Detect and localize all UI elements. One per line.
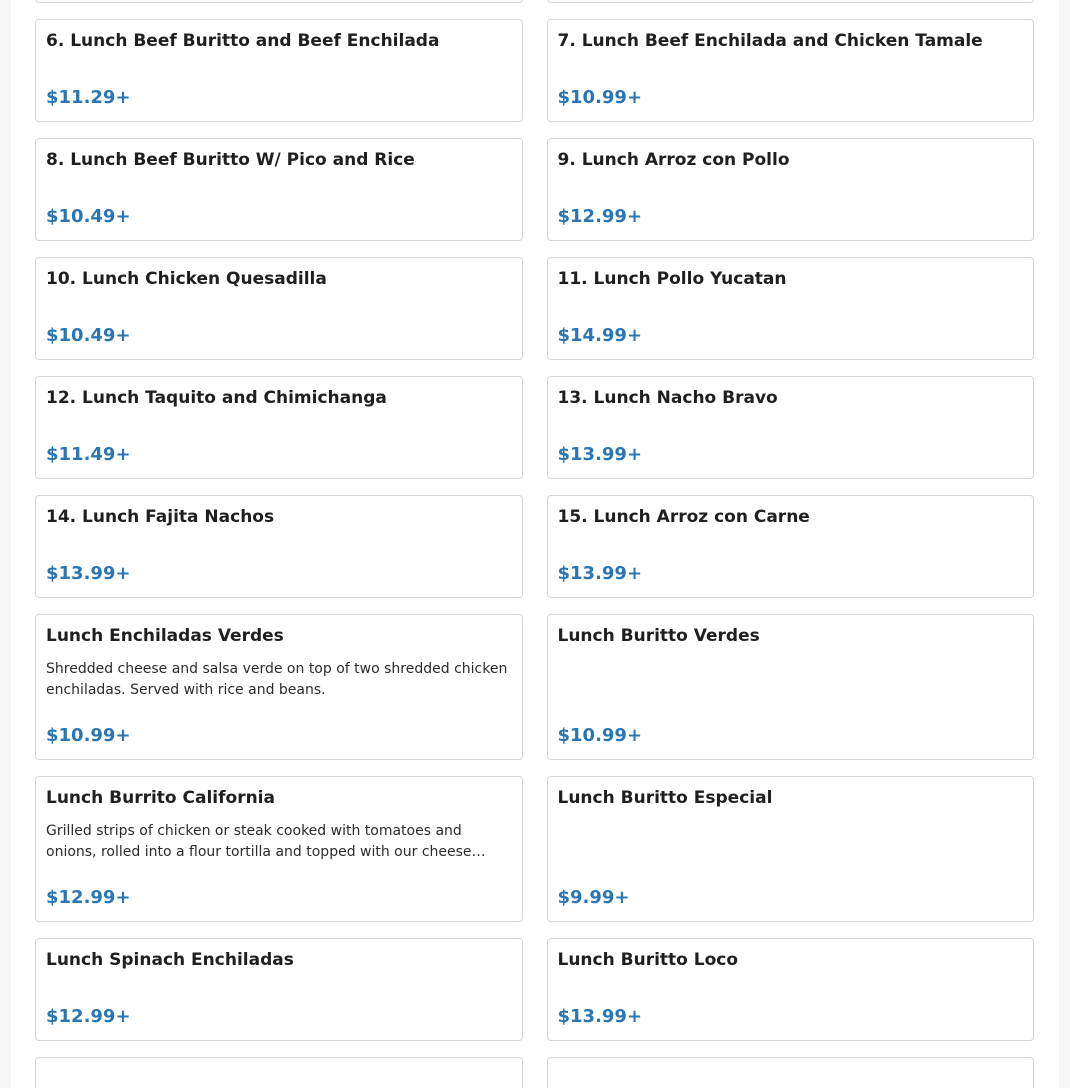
menu-item-price: $10.99+ xyxy=(557,725,643,746)
menu-item-price: $10.99+ xyxy=(557,87,643,108)
menu-item-card[interactable] xyxy=(547,19,1035,122)
menu-item-price: $12.99+ xyxy=(46,1006,131,1027)
menu-page xyxy=(11,0,1059,1088)
menu-item-price: $9.99+ xyxy=(557,887,630,908)
menu-item-price: $11.29+ xyxy=(46,87,131,108)
menu-item-card[interactable] xyxy=(547,776,1035,922)
menu-item-title: Lunch Buritto Verdes xyxy=(557,626,760,646)
menu-item-title: Lunch Enchiladas Verdes xyxy=(46,626,284,646)
menu-item-card[interactable] xyxy=(35,138,523,241)
menu-row xyxy=(35,19,1034,122)
menu-item-card[interactable] xyxy=(35,938,523,1041)
menu-item-card[interactable] xyxy=(547,376,1035,479)
menu-row xyxy=(35,376,1034,479)
menu-item-card[interactable] xyxy=(35,19,523,122)
menu-item-title: 10. Lunch Chicken Quesadilla xyxy=(46,269,327,289)
menu-item-card[interactable] xyxy=(547,0,1035,3)
menu-item-card[interactable] xyxy=(35,614,523,760)
menu-row xyxy=(35,938,1034,1041)
menu-item-price: $13.99+ xyxy=(557,444,643,465)
menu-item-card[interactable] xyxy=(547,257,1035,360)
menu-item-title: 9. Lunch Arroz con Pollo xyxy=(557,150,790,170)
menu-item-price: $10.99+ xyxy=(46,725,131,746)
menu-item-price: $11.49+ xyxy=(46,444,131,465)
menu-item-card[interactable] xyxy=(35,376,523,479)
menu-row xyxy=(35,1057,1034,1088)
menu-item-card[interactable] xyxy=(35,0,523,3)
menu-item-title: Lunch Burrito California xyxy=(46,788,275,808)
menu-item-card[interactable] xyxy=(35,776,523,922)
menu-item-card[interactable] xyxy=(35,1057,523,1088)
menu-item-price: $12.99+ xyxy=(557,206,643,227)
menu-row xyxy=(35,0,1034,3)
menu-item-title: Lunch Buritto Loco xyxy=(557,950,739,970)
menu-item-price: $10.49+ xyxy=(46,206,131,227)
menu-item-card[interactable] xyxy=(35,257,523,360)
menu-row xyxy=(35,776,1034,922)
menu-item-card[interactable] xyxy=(547,1057,1035,1088)
menu-item-title: 11. Lunch Pollo Yucatan xyxy=(557,269,787,289)
menu-item-description: Shredded cheese and salsa verde on top of two shredded chicken enchiladas. Served with rice and beans. xyxy=(46,661,508,698)
menu-item-price: $13.99+ xyxy=(557,563,643,584)
menu-item-title: 15. Lunch Arroz con Carne xyxy=(557,507,810,527)
menu-row xyxy=(35,138,1034,241)
menu-item-title: 12. Lunch Taquito and Chimichanga xyxy=(46,388,387,408)
menu-item-price: $12.99+ xyxy=(46,887,131,908)
menu-item-title: 6. Lunch Beef Buritto and Beef Enchilada xyxy=(46,31,440,51)
menu-item-price: $13.99+ xyxy=(46,563,131,584)
menu-item-price: $14.99+ xyxy=(557,325,643,346)
menu-item-title: 14. Lunch Fajita Nachos xyxy=(46,507,275,527)
menu-item-card[interactable] xyxy=(547,614,1035,760)
menu-item-title: Lunch Buritto Especial xyxy=(557,788,773,808)
menu-item-title: 13. Lunch Nacho Bravo xyxy=(557,388,778,408)
menu-item-title: 8. Lunch Beef Buritto W/ Pico and Rice xyxy=(46,150,415,170)
menu-row xyxy=(35,257,1034,360)
menu-item-card[interactable] xyxy=(547,138,1035,241)
menu-item-title: 7. Lunch Beef Enchilada and Chicken Tamale xyxy=(557,31,983,51)
menu-item-grid xyxy=(35,0,1034,1088)
menu-row xyxy=(35,495,1034,598)
menu-item-description: Grilled strips of chicken or steak cooked with tomatoes and onions, rolled into a flour tortilla and topped with our cheese… xyxy=(46,823,486,860)
menu-item-price: $13.99+ xyxy=(557,1006,643,1027)
menu-item-title: Lunch Spinach Enchiladas xyxy=(46,950,294,970)
menu-item-card[interactable] xyxy=(547,938,1035,1041)
menu-item-card[interactable] xyxy=(547,495,1035,598)
menu-item-card[interactable] xyxy=(35,495,523,598)
menu-row xyxy=(35,614,1034,760)
menu-item-price: $10.49+ xyxy=(46,325,131,346)
